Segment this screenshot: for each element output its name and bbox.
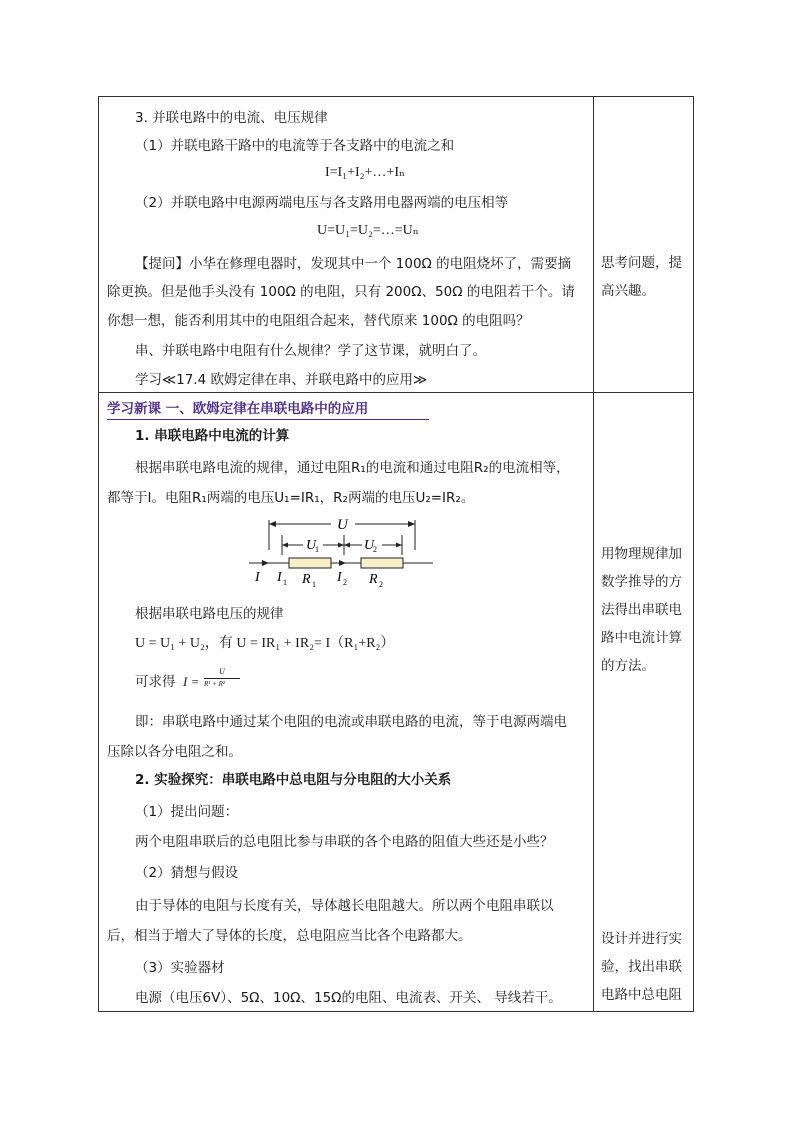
question-line-4: 串、并联电路中电阻有什么规律？学了这节课，就明白了。 [135, 343, 486, 359]
question-line-3: 你想一想，能否利用其中的电阻组合起来，替代原来 100Ω 的电阻吗？ [107, 313, 530, 329]
side-note-3 [601, 925, 682, 1009]
lesson-intro: 学习≪17.4 欧姆定律在串、并联电路中的应用≫ [135, 372, 428, 388]
s1-p5: 可求得 [135, 674, 176, 690]
side-note-line: 思考问题，提 [601, 255, 682, 271]
label-u1-sub: 1 [315, 545, 319, 554]
current-arrow [262, 560, 269, 566]
section3-p1: （1）并联电路干路中的电流等于各支路中的电流之和 [135, 138, 455, 154]
arrowhead [338, 543, 344, 548]
s1-p1: 根据串联电路电流的规律，通过电阻R₁的电流和通过电阻R₂的电流相等， [135, 460, 570, 476]
column-divider [593, 97, 594, 1011]
label-r2: R [369, 572, 378, 587]
lesson-table [98, 96, 694, 1012]
side-note-line: 电路中总电阻 [601, 987, 682, 1003]
side-note-line: 用物理规律加 [601, 546, 682, 562]
resistor-r2 [361, 558, 403, 568]
side-note-line: 数学推导的方 [601, 574, 682, 590]
side-note-1 [601, 249, 682, 305]
label-i1-sub: 1 [283, 578, 287, 587]
question-line-1: 【提问】小华在修理电器时，发现其中一个 100Ω 的电阻烧坏了，需要摘 [135, 256, 572, 272]
s2-c: （2）猜想与假设 [135, 865, 239, 881]
s2-b: 两个电阻串联后的总电阻比参与串联的各个电路的阻值大些还是小些？ [135, 834, 554, 850]
new-lesson-heading: 学习新课 一、欧姆定律在串联电路中的应用 [107, 401, 369, 417]
formula-numerator: U [219, 667, 225, 676]
arrowhead [344, 543, 350, 548]
label-i1: I [277, 570, 282, 585]
label-r2-sub: 2 [379, 580, 383, 589]
s1-p7: 压除以各分电阻之和。 [107, 744, 242, 760]
resistor-r1 [289, 558, 331, 568]
label-u1: U [306, 538, 317, 553]
formula-voltage: U=U₁=U₂=…=Uₙ [317, 223, 419, 238]
formula-denominator: R¹ + R² [204, 680, 225, 688]
side-note-line: 设计并进行实 [601, 931, 682, 947]
s2-e: 后，相当于增大了导体的长度，总电阻应当比各个电路都大。 [107, 928, 472, 944]
s2-title: 2. 实验探究：串联电路中总电阻与分电阻的大小关系 [135, 772, 452, 788]
s2-g: 电源（电压6V）、5Ω、10Ω、15Ω的电阻、电流表、开关、 导线若干。 [135, 990, 562, 1006]
formula-lhs: I = [183, 674, 200, 689]
label-u: U [337, 517, 348, 533]
s2-d: 由于导体的电阻与长度有关，导体越长电阻越大。所以两个电阻串联以 [135, 898, 554, 914]
side-note-line: 法得出串联电 [601, 602, 682, 618]
label-u2: U [364, 538, 375, 553]
formula-current: I=I₁+I₂+…+Iₙ [325, 165, 406, 180]
section3-title: 3. 并联电路中的电流、电压规律 [135, 110, 328, 126]
side-note-line: 的方法。 [601, 658, 655, 674]
s1-p6: 即：串联电路中通过某个电阻的电流或串联电路的电流，等于电源两端电 [135, 714, 567, 730]
s1-p3: 根据串联电路电压的规律 [135, 606, 284, 622]
arrowhead [396, 543, 402, 548]
side-note-line: 高兴趣。 [601, 283, 655, 299]
s1-p4: U = U₁ + U₂，有 U = IR₁ + IR₂= I（R₁+R₂） [135, 636, 395, 651]
fraction-bar [204, 678, 240, 679]
side-note-line: 验，找出串联 [601, 959, 682, 975]
label-r1: R [302, 572, 311, 587]
label-i2: I [337, 570, 342, 585]
s2-a: （1）提出问题： [135, 804, 239, 820]
question-line-2: 除更换。但是他手头没有 100Ω 的电阻，只有 200Ω、50Ω 的电阻若干个。请 [107, 284, 575, 300]
arrowhead [282, 543, 288, 548]
arrowhead [269, 521, 276, 527]
side-note-2 [601, 540, 682, 680]
s2-f: （3）实验器材 [135, 960, 225, 976]
heading-underline [107, 419, 429, 420]
label-i: I [255, 570, 260, 585]
current-arrow [339, 560, 346, 566]
s1-title: 1. 串联电路中电流的计算 [135, 428, 290, 444]
section3-p2: （2）并联电路中电源两端电压与各支路用电器两端的电压相等 [135, 195, 509, 211]
row-divider [99, 392, 693, 393]
s1-p2: 都等于I。电阻R₁两端的电压U₁=IR₁，R₂两端的电压U₂=IR₂。 [107, 490, 475, 506]
label-i2-sub: 2 [343, 578, 347, 587]
label-u2-sub: 2 [373, 545, 377, 554]
series-circuit-diagram [249, 515, 439, 599]
side-note-line: 路中电流计算 [601, 630, 682, 646]
label-r1-sub: 1 [312, 580, 316, 589]
arrowhead [408, 521, 415, 527]
